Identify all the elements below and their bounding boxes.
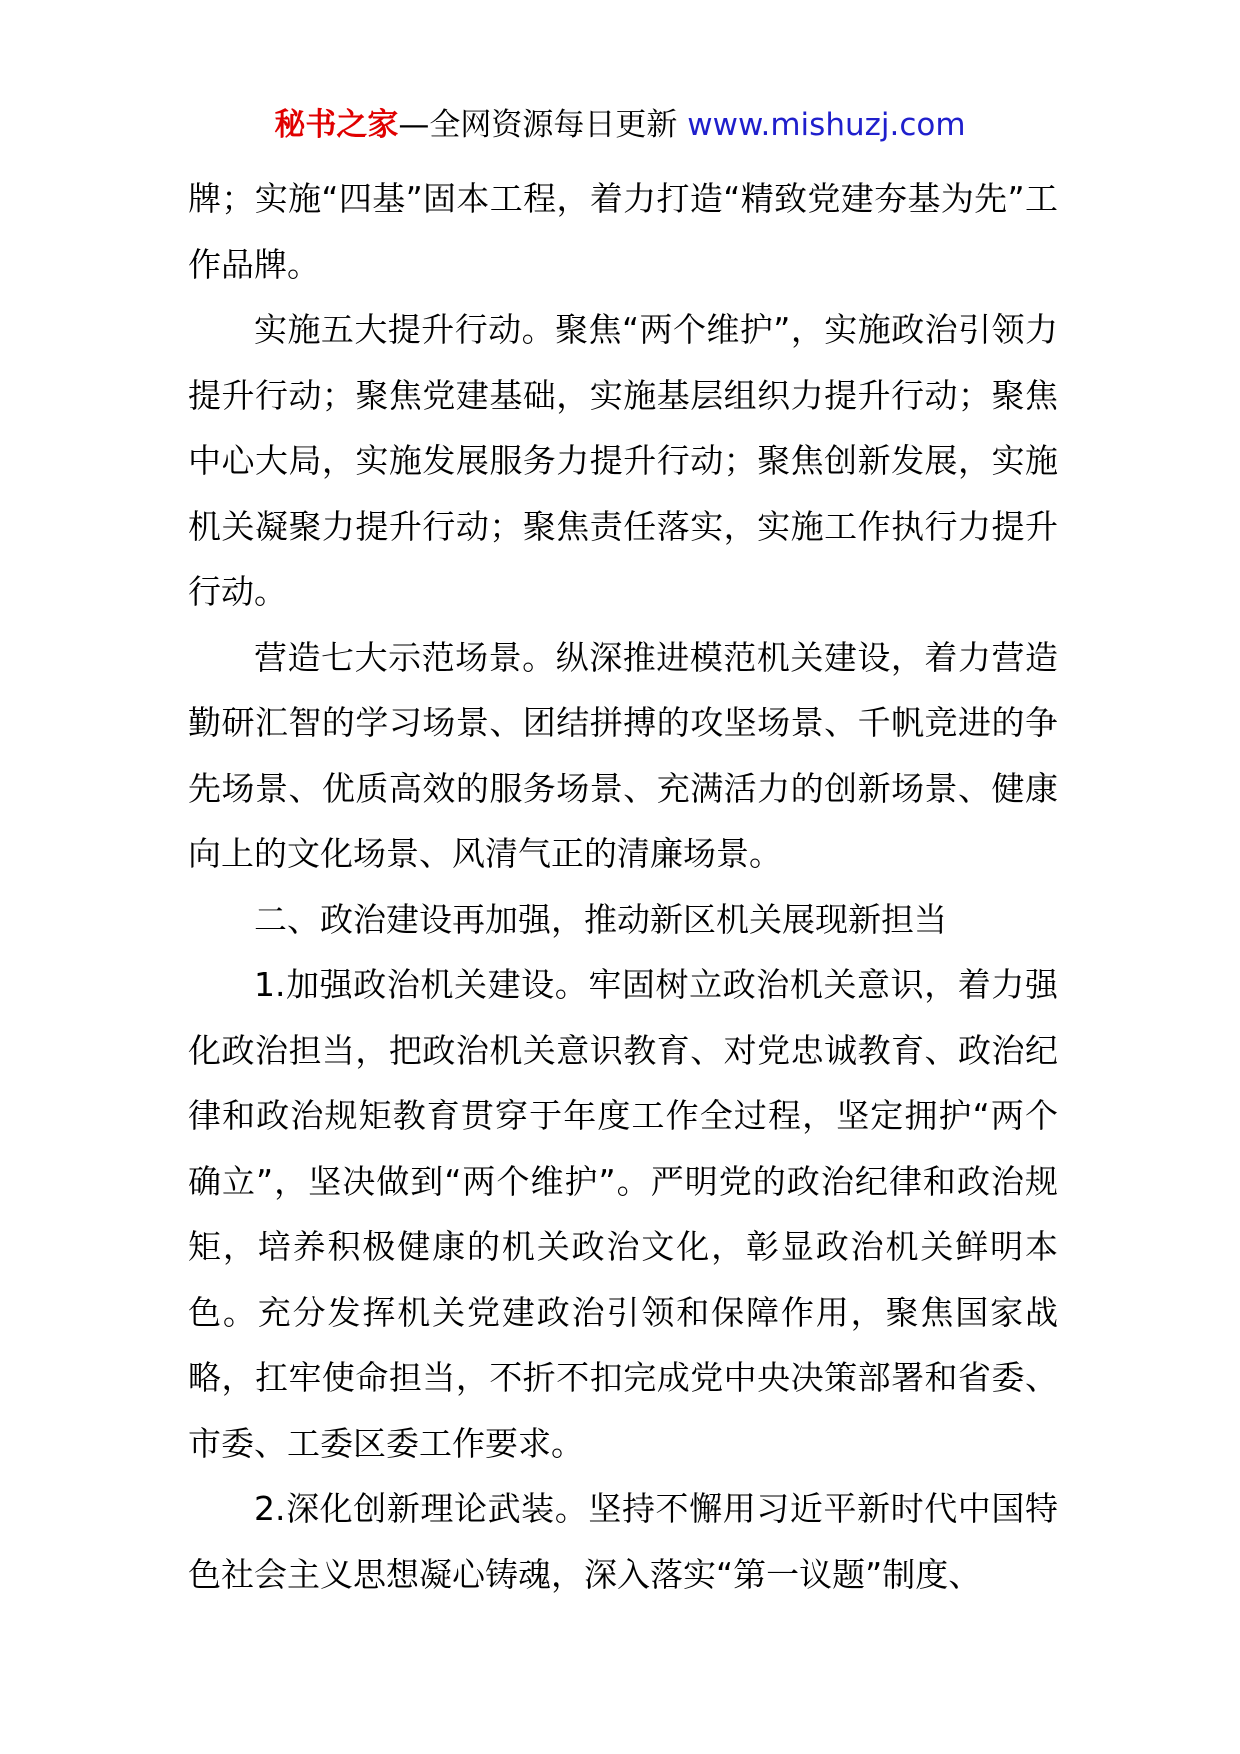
page-header (0, 102, 1240, 148)
paragraph-2: 实施五大提升行动。聚焦“两个维护”，实施政治引领力提升行动；聚焦党建基础，实施基层组织力提升行动；聚焦中心大局，实施发展服务力提升行动；聚焦创新发展，实施机关凝聚力提升行动；聚焦责任落实，实施工作执行力提升行动。 (188, 310, 1058, 611)
site-brand: 秘书之家 (274, 107, 399, 143)
site-slogan: —全网资源每日更新 (398, 107, 688, 143)
document-body (188, 166, 1058, 1607)
paragraph-1: 牌；实施“四基”固本工程，着力打造“精致党建夯基为先”工作品牌。 (188, 179, 1058, 284)
section-heading: 二、政治建设再加强，推动新区机关展现新担当 (254, 899, 947, 939)
paragraph-5: 2.深化创新理论武装。坚持不懈用习近平新时代中国特色社会主义思想凝心铸魂，深入落实“第一议题”制度、 (188, 1489, 1058, 1594)
paragraph-3: 营造七大示范场景。纵深推进模范机关建设，着力营造勤研汇智的学习场景、团结拼搏的攻坚场景、千帆竞进的争先场景、优质高效的服务场景、充满活力的创新场景、健康向上的文化场景、风清气正的清廉场景。 (188, 637, 1058, 873)
paragraph-4: 1.加强政治机关建设。牢固树立政治机关意识，着力强化政治担当，把政治机关意识教育、对党忠诚教育、政治纪律和政治规矩教育贯穿于年度工作全过程，坚定拥护“两个确立”，坚决做到“两个维护”。严明党的政治纪律和政治规矩，培养积极健康的机关政治文化，彰显政治机关鲜明本色。充分发挥机关党建政治引领和保障作用，聚焦国家战略，扛牢使命担当，不折不扣完成党中央决策部署和省委、市委、工委区委工作要求。 (188, 965, 1058, 1463)
site-url-link[interactable]: www.mishuzj.com (687, 107, 966, 143)
